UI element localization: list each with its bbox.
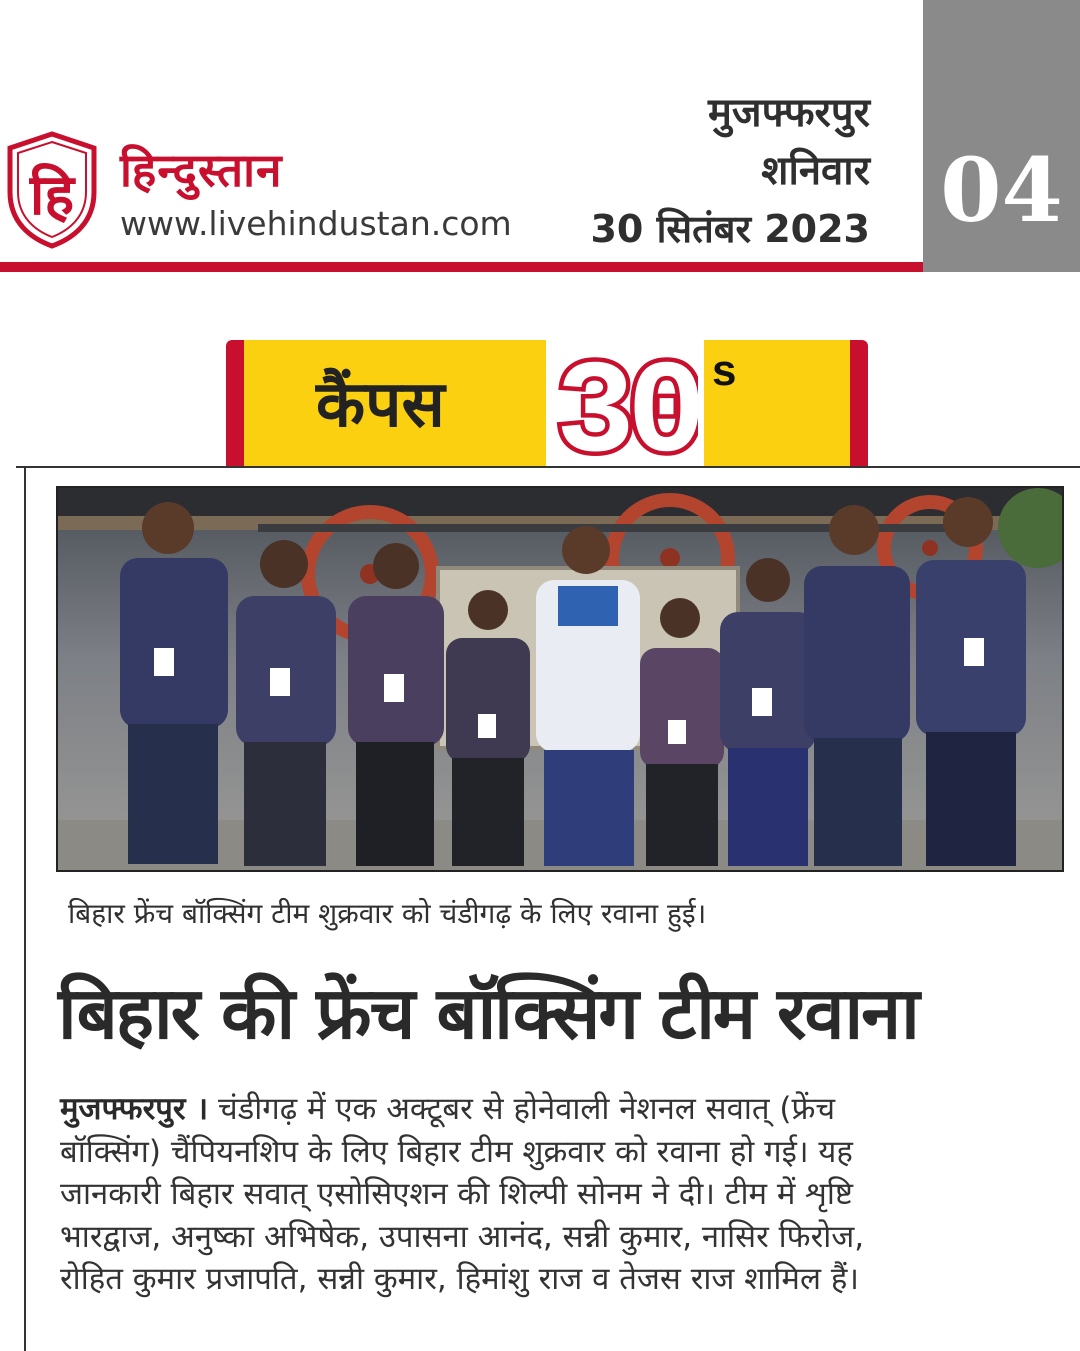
body-line-3: जानकारी बिहार सवात् एसोसिएशन की शिल्पी सोनम ने दी। टीम में शृष्टि [60, 1176, 853, 1212]
column-rule-left [24, 466, 26, 1351]
logo-glyph: हि [29, 163, 75, 228]
masthead-rule [0, 262, 923, 272]
dateline-lead: मुजफ्फरपुर । [60, 1091, 209, 1127]
banner-cap-left [226, 340, 244, 466]
article-headline: बिहार की फ्रेंच बॉक्सिंग टीम रवाना [58, 971, 918, 1055]
body-line-4: भारद्वाज, अनुष्का अभिषेक, उपासना आनंद, सन्नी कुमार, नासिर फिरोज, [60, 1218, 865, 1255]
body-line-2: बॉक्सिंग) चैंपियनशिप के लिए बिहार टीम शुक्रवार को रवाना हो गई। यह [60, 1133, 853, 1170]
edition-city: मुजफ्फरपुर [708, 90, 870, 136]
photo-caption: बिहार फ्रेंच बॉक्सिंग टीम शुक्रवार को चंडीगढ़ के लिए रवाना हुई। [68, 897, 707, 930]
section-label: कैंपस [316, 368, 445, 442]
brand-name: हिन्दुस्तान [120, 143, 283, 197]
brand-url: www.livehindustan.com [120, 204, 512, 243]
team-photo-illustration [58, 488, 1062, 870]
dateline [590, 84, 870, 258]
column-rule-top [16, 466, 1080, 468]
edition-date: 30 सितंबर 2023 [590, 207, 870, 251]
section-digits [556, 342, 698, 462]
section-banner [226, 340, 868, 466]
article-body [60, 1088, 1060, 1301]
body-line-1-text: चंडीगढ़ में एक अक्टूबर से होनेवाली नेशनल सवात् (फ्रेंच [208, 1091, 836, 1127]
section-suffix: s [712, 346, 737, 395]
masthead [0, 0, 1080, 272]
hindustan-logo-icon [6, 130, 98, 250]
page-number-box [923, 0, 1080, 272]
page-number: 04 [940, 138, 1063, 242]
banner-cap-right [850, 340, 868, 466]
team-photo [56, 486, 1064, 872]
edition-day: शनिवार [761, 148, 870, 194]
body-line-5: रोहित कुमार प्रजापति, सन्नी कुमार, हिमांशु राज व तेजस राज शामिल हैं। [60, 1261, 860, 1297]
body-line-1 [60, 1088, 1060, 1131]
section-digits-text: 30 [556, 342, 698, 462]
